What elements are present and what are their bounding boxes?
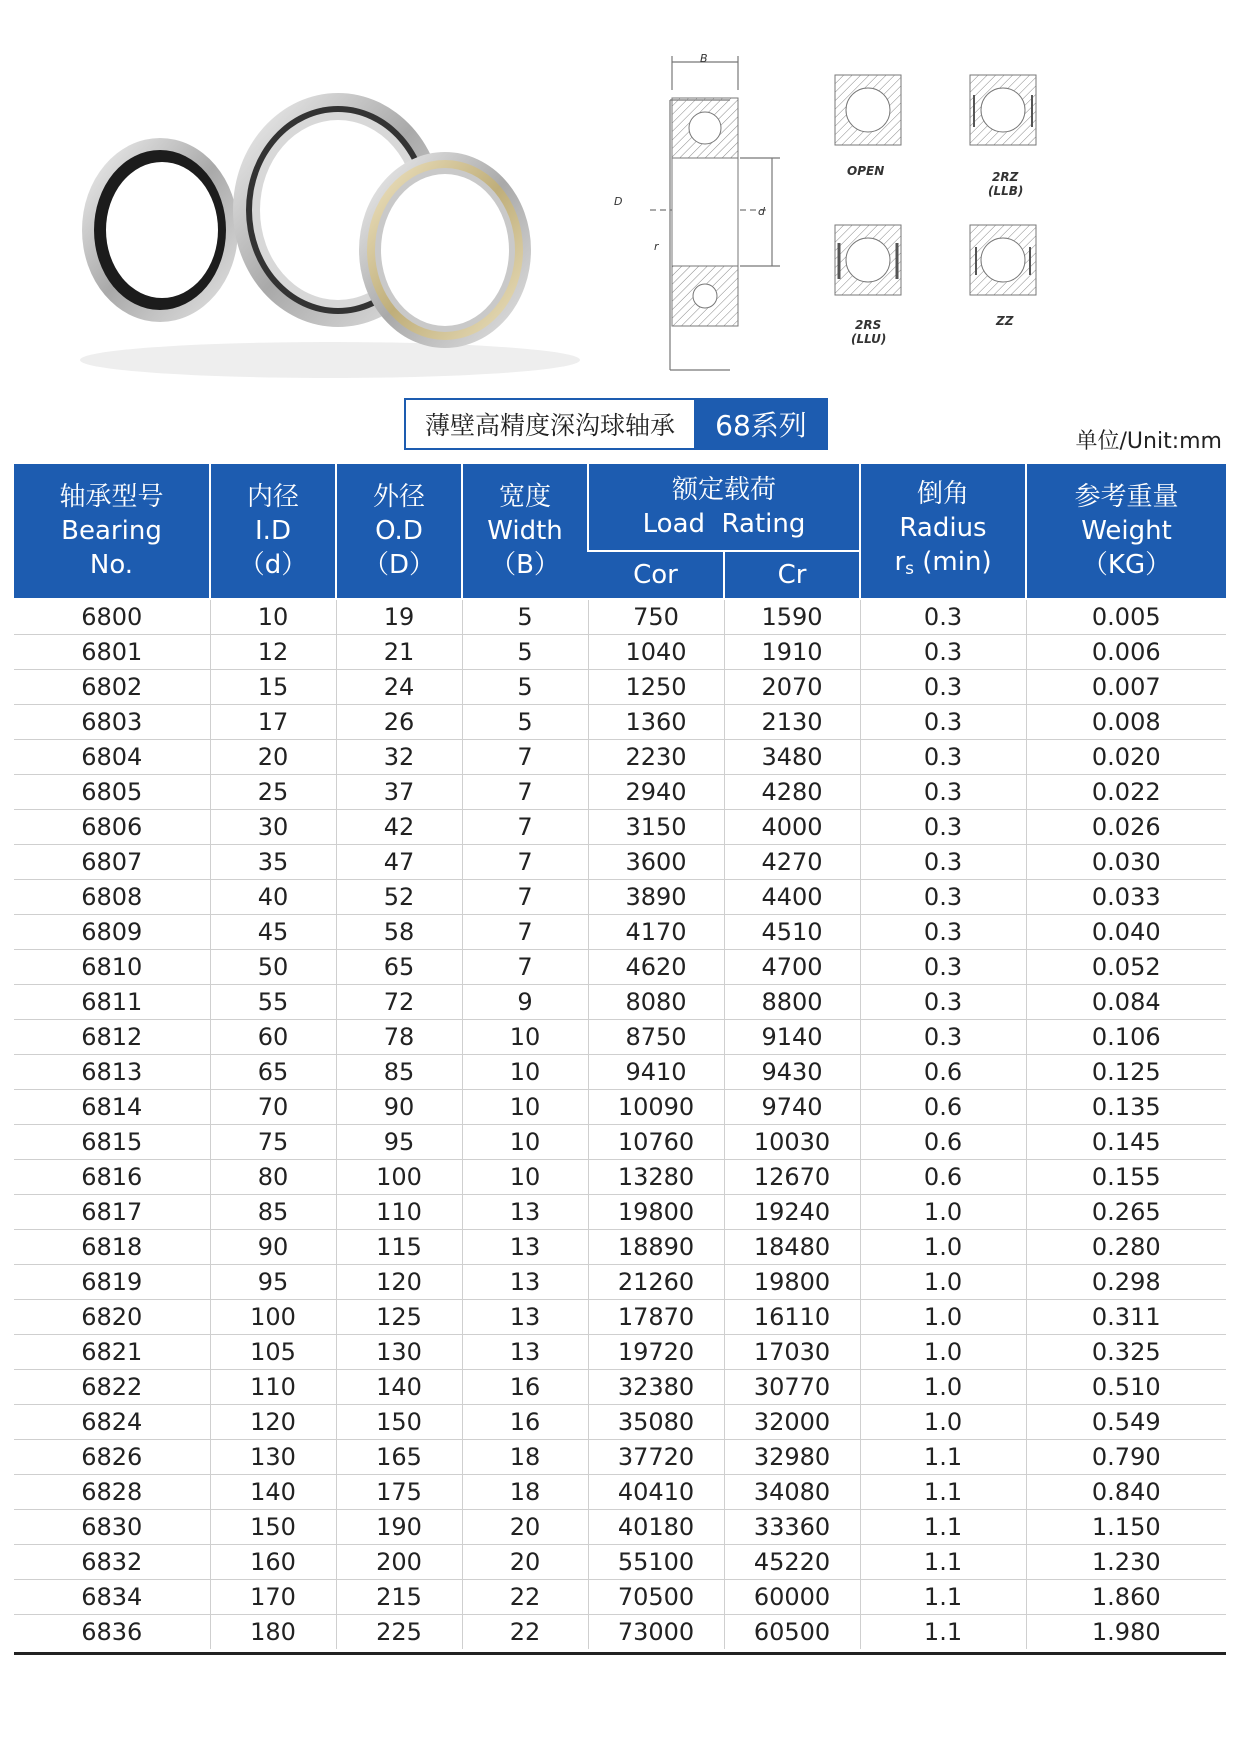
table-cell: 18 [462, 1440, 588, 1475]
table-cell: 0.005 [1026, 599, 1226, 635]
table-cell: 0.052 [1026, 950, 1226, 985]
table-cell: 20 [462, 1545, 588, 1580]
table-cell: 0.311 [1026, 1300, 1226, 1335]
table-cell: 0.3 [860, 775, 1026, 810]
table-cell: 6806 [14, 810, 210, 845]
table-cell: 12670 [724, 1160, 860, 1195]
table-row [14, 1370, 1226, 1405]
table-cell: 18890 [588, 1230, 724, 1265]
table-cell: 33360 [724, 1510, 860, 1545]
table-cell: 105 [210, 1335, 336, 1370]
col-weight: 参考重量 Weight （KG） [1026, 464, 1226, 599]
table-cell: 32 [336, 740, 462, 775]
table-cell: 1.1 [860, 1545, 1026, 1580]
table-cell: 0.3 [860, 915, 1026, 950]
table-cell: 73000 [588, 1615, 724, 1650]
table-cell: 7 [462, 950, 588, 985]
table-cell: 1.1 [860, 1510, 1026, 1545]
table-cell: 55 [210, 985, 336, 1020]
table-cell: 0.3 [860, 740, 1026, 775]
table-cell: 4620 [588, 950, 724, 985]
table-cell: 1.0 [860, 1230, 1026, 1265]
table-cell: 70500 [588, 1580, 724, 1615]
table-row [14, 599, 1226, 635]
table-cell: 21 [336, 635, 462, 670]
table-cell: 45220 [724, 1545, 860, 1580]
variant-zz-label: ZZ [996, 314, 1014, 328]
table-cell: 0.106 [1026, 1020, 1226, 1055]
table-cell: 18 [462, 1475, 588, 1510]
table-cell: 3150 [588, 810, 724, 845]
table-cell: 0.6 [860, 1090, 1026, 1125]
table-row [14, 670, 1226, 705]
table-cell: 32000 [724, 1405, 860, 1440]
col-inner-diameter: 内径 I.D （d） [210, 464, 336, 599]
table-row [14, 915, 1226, 950]
table-cell: 0.022 [1026, 775, 1226, 810]
table-cell: 0.549 [1026, 1405, 1226, 1440]
table-cell: 8750 [588, 1020, 724, 1055]
table-cell: 125 [336, 1300, 462, 1335]
table-cell: 6805 [14, 775, 210, 810]
table-cell: 75 [210, 1125, 336, 1160]
table-cell: 10 [462, 1125, 588, 1160]
table-cell: 17030 [724, 1335, 860, 1370]
table-cell: 10 [462, 1090, 588, 1125]
table-cell: 19 [336, 599, 462, 635]
table-cell: 12 [210, 635, 336, 670]
col-cr: Cr [724, 551, 860, 599]
bearing-product-photo [50, 60, 610, 390]
table-cell: 0.145 [1026, 1125, 1226, 1160]
table-cell: 0.325 [1026, 1335, 1226, 1370]
variant-2rz-label: 2RZ [992, 170, 1019, 184]
table-cell: 34080 [724, 1475, 860, 1510]
table-cell: 1.1 [860, 1615, 1026, 1650]
table-cell: 5 [462, 670, 588, 705]
table-cell: 85 [210, 1195, 336, 1230]
table-row [14, 985, 1226, 1020]
table-cell: 90 [210, 1230, 336, 1265]
table-cell: 78 [336, 1020, 462, 1055]
table-cell: 6811 [14, 985, 210, 1020]
table-cell: 85 [336, 1055, 462, 1090]
table-cell: 6815 [14, 1125, 210, 1160]
table-row [14, 845, 1226, 880]
table-row [14, 1335, 1226, 1370]
label-r: r [654, 240, 659, 253]
table-cell: 6810 [14, 950, 210, 985]
table-bottom-rule [14, 1652, 1226, 1655]
table-cell: 140 [336, 1370, 462, 1405]
table-cell: 6828 [14, 1475, 210, 1510]
table-cell: 5 [462, 705, 588, 740]
table-cell: 1590 [724, 599, 860, 635]
table-cell: 6819 [14, 1265, 210, 1300]
table-cell: 19800 [588, 1195, 724, 1230]
table-cell: 22 [462, 1580, 588, 1615]
table-cell: 7 [462, 810, 588, 845]
table-cell: 0.3 [860, 880, 1026, 915]
table-row [14, 1090, 1226, 1125]
table-cell: 72 [336, 985, 462, 1020]
table-cell: 6801 [14, 635, 210, 670]
table-cell: 6803 [14, 705, 210, 740]
table-cell: 0.3 [860, 845, 1026, 880]
table-cell: 19720 [588, 1335, 724, 1370]
table-cell: 150 [336, 1405, 462, 1440]
table-cell: 0.3 [860, 599, 1026, 635]
table-cell: 4170 [588, 915, 724, 950]
series-title-cn: 薄壁高精度深沟球轴承 [404, 398, 694, 450]
table-cell: 215 [336, 1580, 462, 1615]
table-cell: 120 [210, 1405, 336, 1440]
table-cell: 140 [210, 1475, 336, 1510]
table-cell: 10 [210, 599, 336, 635]
table-cell: 0.3 [860, 670, 1026, 705]
label-D: D [614, 195, 623, 208]
table-cell: 1250 [588, 670, 724, 705]
table-cell: 0.125 [1026, 1055, 1226, 1090]
table-cell: 65 [210, 1055, 336, 1090]
table-cell: 4700 [724, 950, 860, 985]
table-cell: 45 [210, 915, 336, 950]
table-cell: 10 [462, 1160, 588, 1195]
table-cell: 10760 [588, 1125, 724, 1160]
table-row [14, 1615, 1226, 1650]
table-row [14, 880, 1226, 915]
table-cell: 6809 [14, 915, 210, 950]
table-cell: 0.030 [1026, 845, 1226, 880]
table-cell: 5 [462, 599, 588, 635]
table-cell: 9430 [724, 1055, 860, 1090]
table-cell: 1.0 [860, 1405, 1026, 1440]
table-cell: 0.790 [1026, 1440, 1226, 1475]
table-cell: 19240 [724, 1195, 860, 1230]
table-cell: 7 [462, 845, 588, 880]
table-cell: 0.033 [1026, 880, 1226, 915]
table-cell: 1.860 [1026, 1580, 1226, 1615]
table-cell: 50 [210, 950, 336, 985]
table-cell: 0.006 [1026, 635, 1226, 670]
table-cell: 60500 [724, 1615, 860, 1650]
table-cell: 1040 [588, 635, 724, 670]
table-cell: 0.6 [860, 1125, 1026, 1160]
table-cell: 110 [210, 1370, 336, 1405]
table-cell: 1.0 [860, 1370, 1026, 1405]
table-cell: 4510 [724, 915, 860, 950]
table-cell: 70 [210, 1090, 336, 1125]
table-cell: 0.026 [1026, 810, 1226, 845]
table-cell: 9410 [588, 1055, 724, 1090]
table-cell: 225 [336, 1615, 462, 1650]
table-cell: 0.280 [1026, 1230, 1226, 1265]
table-cell: 35080 [588, 1405, 724, 1440]
table-cell: 0.6 [860, 1055, 1026, 1090]
table-cell: 0.008 [1026, 705, 1226, 740]
table-cell: 6830 [14, 1510, 210, 1545]
table-row [14, 775, 1226, 810]
table-cell: 2130 [724, 705, 860, 740]
variant-2rs-alt: (LLU) [851, 332, 887, 346]
table-cell: 90 [336, 1090, 462, 1125]
table-cell: 13 [462, 1265, 588, 1300]
table-cell: 10 [462, 1020, 588, 1055]
table-cell: 7 [462, 880, 588, 915]
table-cell: 22 [462, 1615, 588, 1650]
table-cell: 0.040 [1026, 915, 1226, 950]
table-cell: 42 [336, 810, 462, 845]
table-cell: 60 [210, 1020, 336, 1055]
table-cell: 4400 [724, 880, 860, 915]
col-bearing-no: 轴承型号 Bearing No. [14, 464, 210, 599]
table-cell: 6814 [14, 1090, 210, 1125]
table-cell: 0.3 [860, 810, 1026, 845]
table-row [14, 1300, 1226, 1335]
table-cell: 6818 [14, 1230, 210, 1265]
table-cell: 8080 [588, 985, 724, 1020]
table-cell: 13280 [588, 1160, 724, 1195]
table-cell: 0.155 [1026, 1160, 1226, 1195]
table-cell: 0.6 [860, 1160, 1026, 1195]
col-width: 宽度 Width （B） [462, 464, 588, 599]
table-cell: 170 [210, 1580, 336, 1615]
table-cell: 3890 [588, 880, 724, 915]
table-cell: 2940 [588, 775, 724, 810]
variant-2rz-alt: (LLB) [988, 184, 1024, 198]
table-cell: 6821 [14, 1335, 210, 1370]
variant-2rs-label: 2RS [855, 318, 882, 332]
table-cell: 24 [336, 670, 462, 705]
table-cell: 37 [336, 775, 462, 810]
table-cell: 60000 [724, 1580, 860, 1615]
table-cell: 1360 [588, 705, 724, 740]
table-cell: 52 [336, 880, 462, 915]
table-cell: 1.1 [860, 1580, 1026, 1615]
table-cell: 6808 [14, 880, 210, 915]
table-cell: 0.298 [1026, 1265, 1226, 1300]
table-cell: 1.1 [860, 1440, 1026, 1475]
table-cell: 17 [210, 705, 336, 740]
table-row [14, 950, 1226, 985]
table-cell: 165 [336, 1440, 462, 1475]
table-cell: 5 [462, 635, 588, 670]
table-cell: 20 [210, 740, 336, 775]
variant-open-label: OPEN [847, 164, 885, 178]
table-cell: 4280 [724, 775, 860, 810]
table-cell: 65 [336, 950, 462, 985]
table-cell: 20 [462, 1510, 588, 1545]
table-cell: 58 [336, 915, 462, 950]
table-row [14, 1440, 1226, 1475]
table-cell: 16 [462, 1405, 588, 1440]
table-cell: 110 [336, 1195, 462, 1230]
table-cell: 7 [462, 915, 588, 950]
table-cell: 2230 [588, 740, 724, 775]
table-cell: 115 [336, 1230, 462, 1265]
table-cell: 8800 [724, 985, 860, 1020]
table-row [14, 810, 1226, 845]
table-cell: 95 [336, 1125, 462, 1160]
table-cell: 25 [210, 775, 336, 810]
table-cell: 55100 [588, 1545, 724, 1580]
table-cell: 0.3 [860, 985, 1026, 1020]
table-cell: 6807 [14, 845, 210, 880]
table-cell: 17870 [588, 1300, 724, 1335]
table-row [14, 740, 1226, 775]
table-cell: 6813 [14, 1055, 210, 1090]
table-cell: 1910 [724, 635, 860, 670]
table-row [14, 1125, 1226, 1160]
table-cell: 10030 [724, 1125, 860, 1160]
table-cell: 200 [336, 1545, 462, 1580]
table-cell: 4270 [724, 845, 860, 880]
table-cell: 47 [336, 845, 462, 880]
table-cell: 0.007 [1026, 670, 1226, 705]
table-cell: 3600 [588, 845, 724, 880]
table-cell: 30 [210, 810, 336, 845]
table-cell: 0.265 [1026, 1195, 1226, 1230]
table-cell: 1.0 [860, 1195, 1026, 1230]
table-cell: 6817 [14, 1195, 210, 1230]
table-cell: 0.3 [860, 635, 1026, 670]
unit-label: 单位/Unit:mm [1075, 429, 1222, 454]
table-cell: 160 [210, 1545, 336, 1580]
table-cell: 10090 [588, 1090, 724, 1125]
table-cell: 750 [588, 599, 724, 635]
table-row [14, 1160, 1226, 1195]
table-row [14, 1020, 1226, 1055]
table-cell: 6826 [14, 1440, 210, 1475]
table-row [14, 635, 1226, 670]
table-cell: 16 [462, 1370, 588, 1405]
table-cell: 130 [336, 1335, 462, 1370]
table-cell: 6832 [14, 1545, 210, 1580]
table-cell: 6836 [81, 1618, 143, 1646]
table-cell: 18480 [724, 1230, 860, 1265]
table-cell: 0.084 [1026, 985, 1226, 1020]
table-cell: 180 [210, 1615, 336, 1650]
table-cell: 13 [462, 1300, 588, 1335]
table-cell: 9 [462, 985, 588, 1020]
table-cell: 6834 [14, 1580, 210, 1615]
table-cell: 2070 [724, 670, 860, 705]
table-cell: 0.135 [1026, 1090, 1226, 1125]
table-cell: 130 [210, 1440, 336, 1475]
table-row [14, 1510, 1226, 1545]
table-cell: 32380 [588, 1370, 724, 1405]
table-cell: 100 [210, 1300, 336, 1335]
bearing-spec-table [14, 464, 1226, 1649]
table-cell: 0.840 [1026, 1475, 1226, 1510]
table-cell: 9140 [724, 1020, 860, 1055]
table-cell: 0.3 [860, 705, 1026, 740]
table-cell: 1.0 [860, 1265, 1026, 1300]
table-cell: 150 [210, 1510, 336, 1545]
table-cell: 1.980 [1026, 1615, 1226, 1650]
table-cell: 0.3 [860, 950, 1026, 985]
table-cell: 95 [210, 1265, 336, 1300]
table-cell: 40 [210, 880, 336, 915]
label-d: d [758, 205, 765, 218]
table-cell: 80 [210, 1160, 336, 1195]
table-cell: 6824 [14, 1405, 210, 1440]
table-cell: 6822 [14, 1370, 210, 1405]
table-row [14, 1405, 1226, 1440]
series-title [404, 398, 828, 450]
table-cell: 30770 [724, 1370, 860, 1405]
table-cell: 7 [462, 775, 588, 810]
label-B: B [700, 52, 708, 65]
table-cell: 6812 [14, 1020, 210, 1055]
table-cell: 19800 [724, 1265, 860, 1300]
table-row [14, 1580, 1226, 1615]
table-cell: 40410 [588, 1475, 724, 1510]
table-cell: 0.510 [1026, 1370, 1226, 1405]
table-cell: 0.020 [1026, 740, 1226, 775]
table-row [14, 1545, 1226, 1580]
table-cell: 26 [336, 705, 462, 740]
table-cell: 13 [462, 1335, 588, 1370]
table-cell: 1.0 [860, 1300, 1026, 1335]
table-cell: 0.3 [860, 1020, 1026, 1055]
table-row [14, 1195, 1226, 1230]
table-cell: 16110 [724, 1300, 860, 1335]
table-cell: 6820 [14, 1300, 210, 1335]
table-row [14, 1475, 1226, 1510]
table-cell: 1.1 [860, 1475, 1026, 1510]
bearing-dimension-diagram [614, 50, 1180, 420]
table-cell: 6800 [14, 599, 210, 635]
table-cell: 13 [462, 1230, 588, 1265]
table-cell: 10 [462, 1055, 588, 1090]
col-load-rating: 额定载荷 Load Rating [588, 464, 860, 551]
table-cell: 6804 [14, 740, 210, 775]
table-cell: 175 [336, 1475, 462, 1510]
col-cor: Cor [588, 551, 724, 599]
table-cell: 190 [336, 1510, 462, 1545]
table-cell: 15 [210, 670, 336, 705]
table-row [14, 1230, 1226, 1265]
table-cell: 4000 [724, 810, 860, 845]
table-cell: 37720 [588, 1440, 724, 1475]
table-cell: 1.230 [1026, 1545, 1226, 1580]
table-cell: 1.150 [1026, 1510, 1226, 1545]
table-cell: 100 [336, 1160, 462, 1195]
col-radius: 倒角 Radius $r_s$ (min) [860, 464, 1026, 599]
table-cell: 13 [462, 1195, 588, 1230]
series-badge: 68系列 [694, 398, 828, 450]
table-cell: 32980 [724, 1440, 860, 1475]
table-cell: 40180 [588, 1510, 724, 1545]
table-row [14, 1265, 1226, 1300]
table-cell: 7 [462, 740, 588, 775]
table-row [14, 705, 1226, 740]
table-cell: 120 [336, 1265, 462, 1300]
table-cell: 35 [210, 845, 336, 880]
table-cell: 21260 [588, 1265, 724, 1300]
table-cell: 3480 [724, 740, 860, 775]
table-cell: 6816 [14, 1160, 210, 1195]
table-cell: 1.0 [860, 1335, 1026, 1370]
table-row [14, 1055, 1226, 1090]
table-cell: 9740 [724, 1090, 860, 1125]
table-cell: 6802 [14, 670, 210, 705]
col-outer-diameter: 外径 O.D （D） [336, 464, 462, 599]
